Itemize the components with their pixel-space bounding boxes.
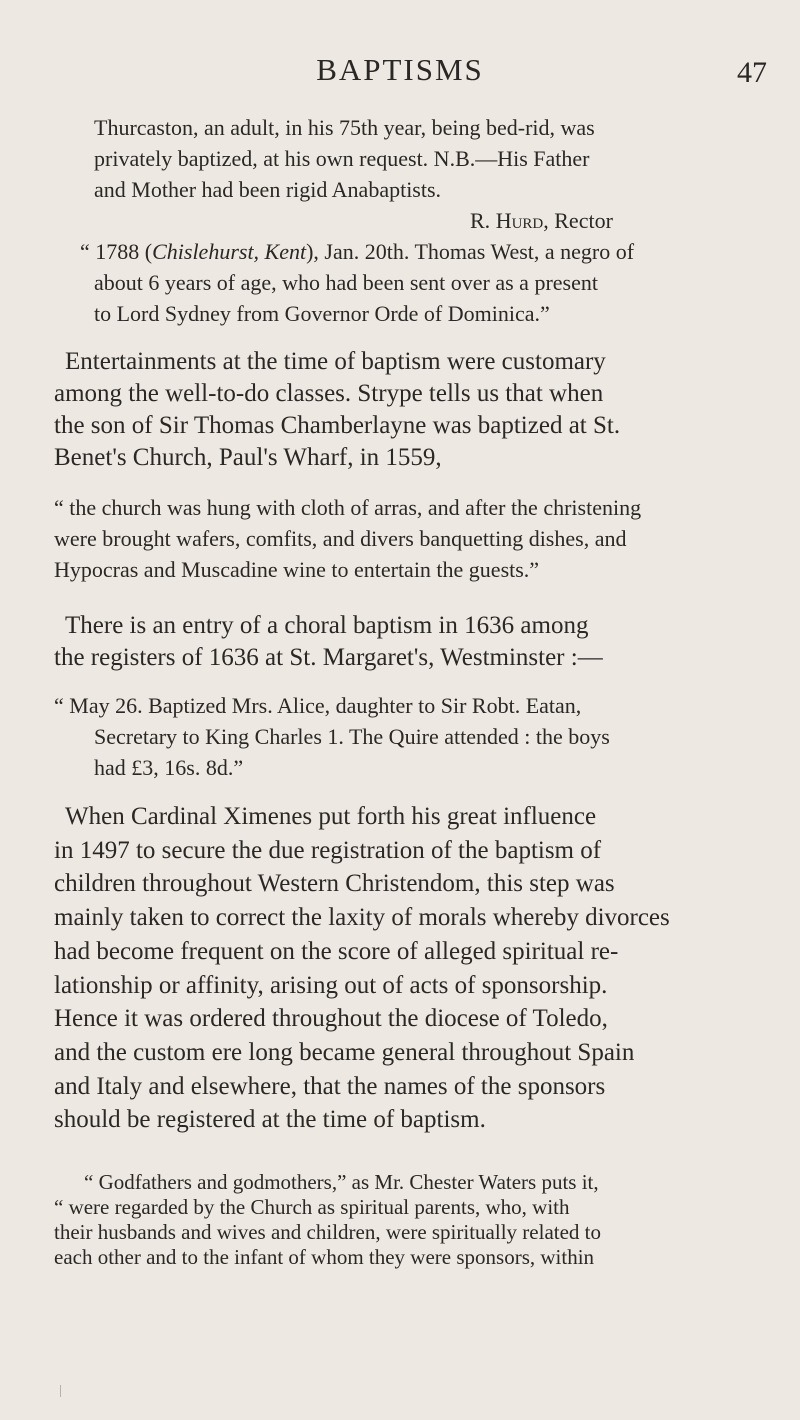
text-line: Thurcaston, an adult, in his 75th year, being bed-rid, was — [94, 115, 595, 140]
signature-name: Hurd — [495, 208, 544, 233]
signature-initial: R. — [470, 208, 496, 233]
text-line: children throughout Western Christendom, this step was — [54, 870, 615, 898]
text-line: Secretary to King Charles 1. The Quire attended : the boys — [94, 724, 610, 749]
entry-text: ), Jan. 20th. Thomas West, a negro of — [306, 239, 635, 264]
text-line: in 1497 to secure the due registration of the baptism of — [54, 836, 602, 864]
text-line: among the well-to-do classes. Strype tells us that when — [54, 380, 604, 407]
text-line: to Lord Sydney from Governor Orde of Dominica.” — [94, 301, 550, 326]
text-line: each other and to the infant of whom they were sponsors, within — [54, 1245, 595, 1269]
text-line: and the custom ere long became general throughout Spain — [54, 1038, 635, 1066]
text-line: “ the church was hung with cloth of arras, and after the christening — [54, 495, 642, 520]
text-line: lationship or affinity, arising out of acts of sponsorship. — [54, 971, 608, 999]
margin-mark — [60, 1385, 67, 1397]
text-line: had £3, 16s. 8d.” — [94, 755, 244, 780]
text-line — [80, 236, 784, 267]
text-line: the registers of 1636 at St. Margaret's, Westminster :— — [54, 644, 603, 671]
paragraph-chislehurst-entry — [80, 236, 784, 329]
text-line: “ Godfathers and godmothers,” as Mr. Chester Waters puts it, — [84, 1170, 599, 1194]
text-line: their husbands and wives and children, were spiritually related to — [54, 1220, 602, 1244]
quote-chester-waters — [54, 1170, 789, 1270]
text-line: Hypocras and Muscadine wine to entertain the guests.” — [54, 557, 540, 582]
paragraph-ximenes — [54, 800, 779, 1137]
text-line: “ were regarded by the Church as spiritual parents, who, with — [54, 1195, 570, 1219]
text-line: and Italy and elsewhere, that the names of the sponsors — [54, 1072, 606, 1100]
text-line: Hence it was ordered throughout the diocese of Toledo, — [54, 1005, 608, 1033]
running-head: BAPTISMS — [316, 52, 484, 87]
place-name: Chislehurst, Kent — [152, 239, 307, 264]
text-line: Entertainments at the time of baptism were customary — [65, 348, 606, 375]
paragraph-choral-baptism — [54, 610, 779, 674]
paragraph-thurcaston-entry — [94, 112, 784, 236]
text-line: When Cardinal Ximenes put forth his great influence — [65, 803, 597, 830]
page-number: 47 — [737, 56, 767, 89]
signature-title: , Rector — [543, 208, 613, 233]
text-line: There is an entry of a choral baptism in 1636 among — [65, 612, 589, 639]
text-line: privately baptized, at his own request. N.B.—His Father — [94, 146, 590, 171]
quote-register-entry — [54, 690, 784, 783]
text-line: “ May 26. Baptized Mrs. Alice, daughter to Sir Robt. Eatan, — [54, 693, 582, 718]
text-line: Benet's Church, Paul's Wharf, in 1559, — [54, 444, 442, 471]
signature-line — [94, 205, 784, 236]
text-line: about 6 years of age, who had been sent over as a present — [94, 270, 598, 295]
text-line: were brought wafers, comfits, and divers banquetting dishes, and — [54, 526, 627, 551]
entry-date-open: “ 1788 ( — [80, 239, 153, 264]
text-line: had become frequent on the score of alleged spiritual re- — [54, 937, 619, 965]
quote-strype — [54, 492, 784, 585]
text-line: the son of Sir Thomas Chamberlayne was baptized at St. — [54, 412, 621, 439]
text-line: and Mother had been rigid Anabaptists. — [94, 177, 442, 202]
paragraph-entertainments — [54, 346, 779, 474]
text-line: mainly taken to correct the laxity of morals whereby divorces — [54, 904, 670, 932]
text-line: should be registered at the time of baptism. — [54, 1106, 486, 1134]
